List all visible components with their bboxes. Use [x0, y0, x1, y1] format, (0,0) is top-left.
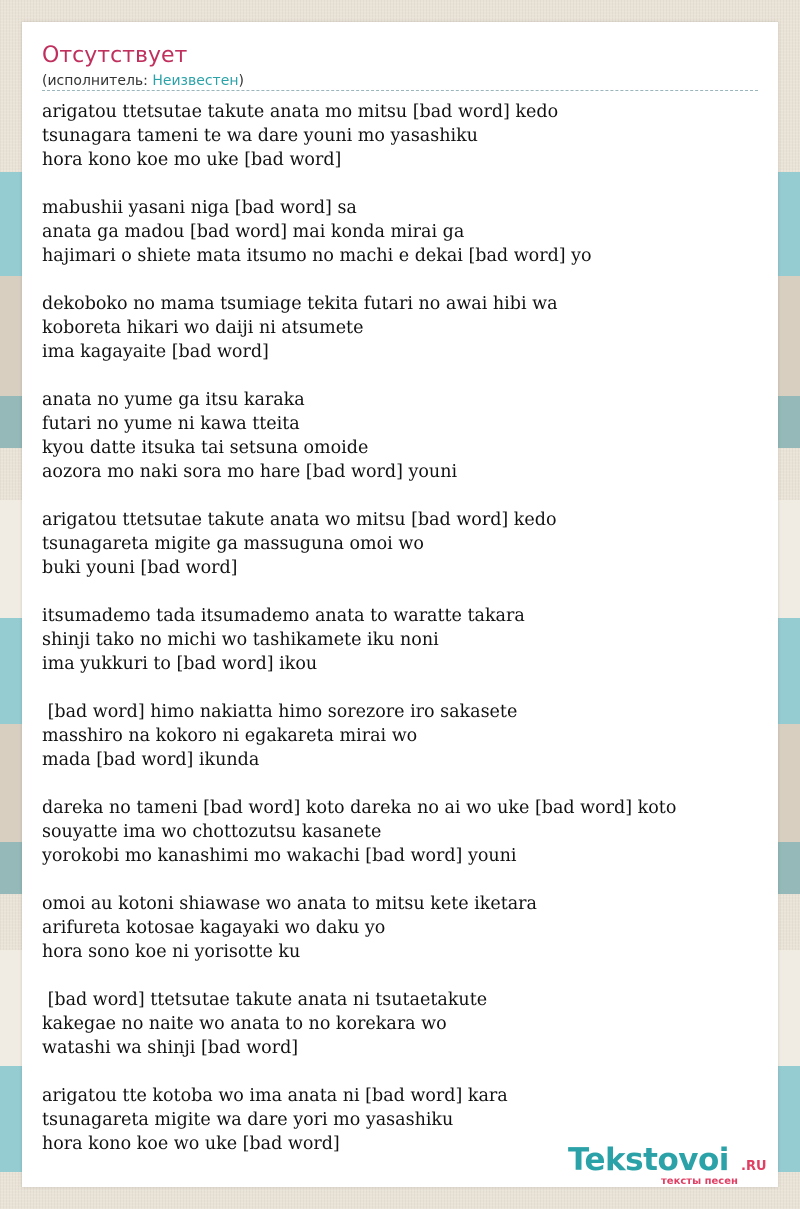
lyric-line: koboreta hikari wo daiji ni atsumete [42, 318, 364, 338]
lyric-line: tsunagara tameni te wa dare youni mo yasashiku [42, 126, 478, 146]
lyric-line [42, 676, 676, 700]
lyric-line: itsumademo tada itsumademo anata to waratte takara [42, 606, 525, 626]
lyric-line: aozora mo naki sora mo hare [bad word] youni [42, 462, 458, 482]
lyric-line: futari no yume ni kawa tteita [42, 414, 300, 434]
song-title: Отсутствует [42, 43, 188, 68]
lyric-line [42, 172, 676, 196]
lyric-line [42, 772, 676, 796]
logo-domain: .RU [741, 1159, 767, 1174]
lyric-line [42, 964, 676, 988]
lyric-line: anata no yume ga itsu karaka [42, 390, 305, 410]
artist-prefix: (исполнитель: [42, 73, 153, 89]
lyric-line: tsunagareta migite wa dare yori mo yasashiku [42, 1110, 454, 1130]
logo-wordmark: Tekstovoi [568, 1142, 729, 1178]
lyric-line [42, 484, 676, 508]
lyric-line: anata ga madou [bad word] mai konda mirai ga [42, 222, 465, 242]
lyric-line [42, 1060, 676, 1084]
lyric-line: hajimari o shiete mata itsumo no machi e dekai [bad word] yo [42, 246, 592, 266]
lyric-line: yorokobi mo kanashimi mo wakachi [bad word] youni [42, 846, 517, 866]
artist-line [42, 72, 244, 90]
logo-tagline: тексты песен [661, 1176, 738, 1187]
lyric-line: mabushii yasani niga [bad word] sa [42, 198, 357, 218]
lyric-line: arifureta kotosae kagayaki wo daku yo [42, 918, 386, 938]
lyric-line [42, 364, 676, 388]
lyric-line: omoi au kotoni shiawase wo anata to mitsu kete iketara [42, 894, 537, 914]
lyric-line: watashi wa shinji [bad word] [42, 1038, 299, 1058]
lyric-line: [bad word] ttetsutae takute anata ni tsutaetakute [42, 990, 488, 1010]
lyric-line: dekoboko no mama tsumiage tekita futari no awai hibi wa [42, 294, 558, 314]
artist-link[interactable]: Неизвестен [152, 73, 239, 89]
lyric-line: arigatou ttetsutae takute anata mo mitsu [bad word] kedo [42, 102, 559, 122]
lyric-line [42, 580, 676, 604]
lyric-line: masshiro na kokoro ni egakareta mirai wo [42, 726, 418, 746]
lyric-line: dareka no tameni [bad word] koto dareka no ai wo uke [bad word] koto [42, 798, 677, 818]
lyrics-text [42, 100, 676, 1156]
lyric-line: arigatou ttetsutae takute anata wo mitsu [bad word] kedo [42, 510, 557, 530]
lyrics-card [22, 22, 778, 1187]
lyric-line [42, 868, 676, 892]
lyric-line: hora sono koe ni yorisotte ku [42, 942, 301, 962]
lyric-line: hora kono koe mo uke [bad word] [42, 150, 342, 170]
artist-suffix: ) [238, 73, 244, 89]
lyric-line: ima kagayaite [bad word] [42, 342, 269, 362]
lyric-line: buki youni [bad word] [42, 558, 238, 578]
lyric-line: mada [bad word] ikunda [42, 750, 260, 770]
lyric-line: [bad word] himo nakiatta himo sorezore iro sakasete [42, 702, 518, 722]
lyric-line: kyou datte itsuka tai setsuna omoide [42, 438, 369, 458]
lyric-line: hora kono koe wo uke [bad word] [42, 1134, 340, 1154]
site-logo[interactable] [568, 1142, 773, 1187]
lyric-line: tsunagareta migite ga massuguna omoi wo [42, 534, 424, 554]
lyric-line: souyatte ima wo chottozutsu kasanete [42, 822, 382, 842]
lyric-line: arigatou tte kotoba wo ima anata ni [bad word] kara [42, 1086, 508, 1106]
lyric-line: shinji tako no michi wo tashikamete iku noni [42, 630, 439, 650]
lyric-line: kakegae no naite wo anata to no korekara wo [42, 1014, 447, 1034]
header-divider [42, 90, 758, 91]
lyric-line: ima yukkuri to [bad word] ikou [42, 654, 318, 674]
lyric-line [42, 268, 676, 292]
